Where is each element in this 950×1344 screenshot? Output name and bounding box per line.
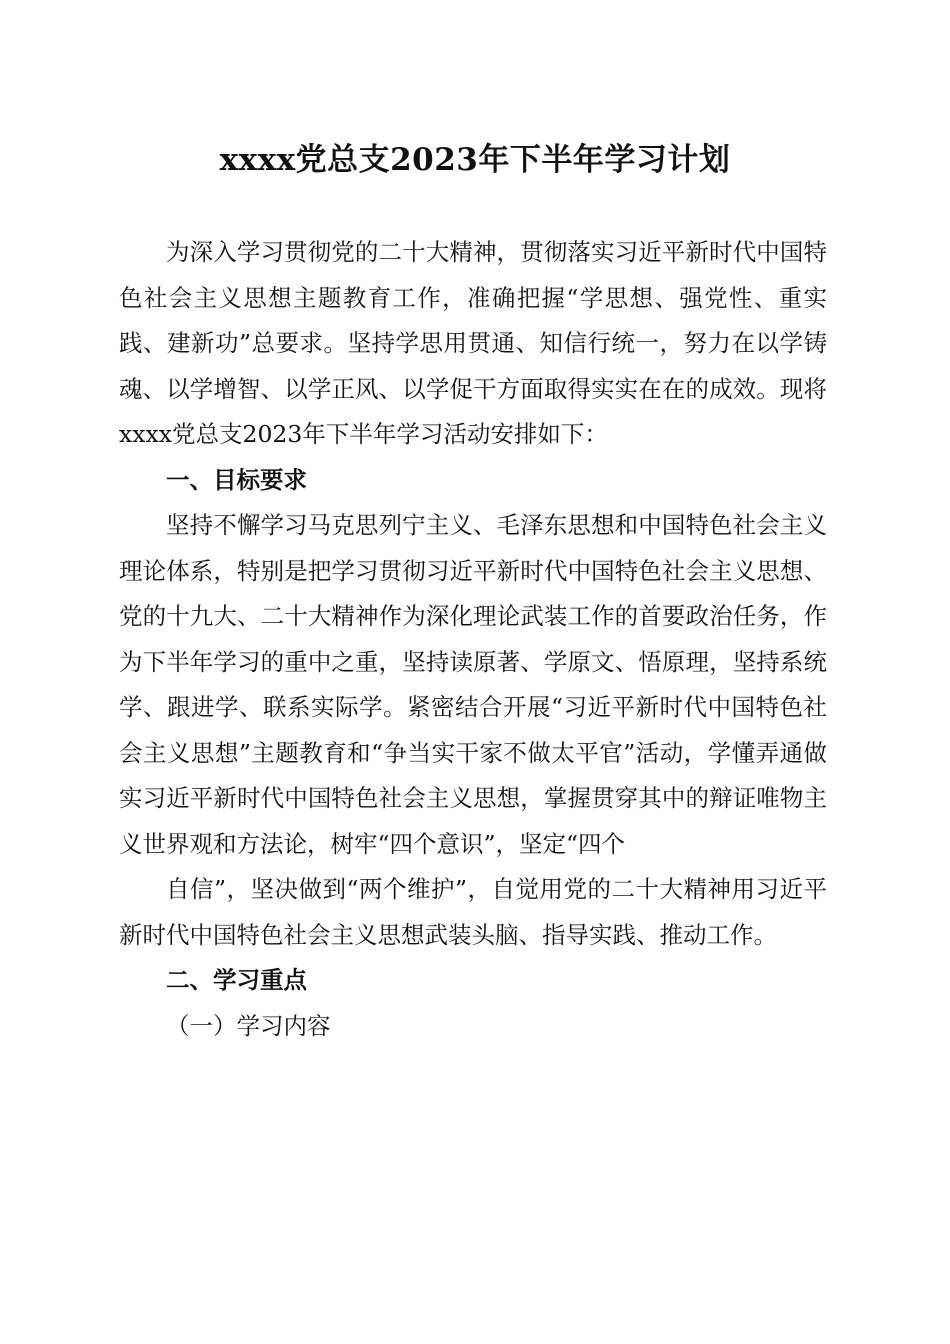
document-title: xxxx党总支2023年下半年学习计划: [219, 142, 731, 178]
section-heading-focus: 二、学习重点: [166, 966, 307, 994]
intro-paragraph: 为深入学习贯彻党的二十大精神，贯彻落实习近平新时代中国特色社会主义思想主题教育工作，准确把握“学思想、强党性、重实践、建新功”总要求。坚持学思用贯通、知信行统一，努力在以学铸魂、以学增智、以学正风、以学促干方面取得实实在在的成效。现将xxxx党总支2023年下半年学习活动安排如下：: [119, 238, 827, 448]
subsection-heading-content: （一）学习内容: [166, 1011, 331, 1040]
section-heading-goals: 一、目标要求: [166, 465, 307, 494]
goals-paragraph: 坚持不懈学习马克思列宁主义、毛泽东思想和中国特色社会主义理论体系，特别是把学习贯彻习近平新时代中国特色社会主义思想、党的十九大、二十大精神作为深化理论武装工作的首要政治任务，作为下半年学习的重中之重，坚持读原著、学原文、悟原理，坚持系统学、跟进学、联系实际学。紧密结合开展“习近平新时代中国特色社会主义思想”主题教育和“争当实干家不做太平官”活动，学懂弄通做实习近平新时代中国特色社会主义思想，掌握贯穿其中的辩证唯物主义世界观和方法论，树牢“四个意识”，坚定“四个: [119, 511, 827, 858]
goals-paragraph-continued: 自信”，坚决做到“两个维护”，自觉用党的二十大精神用习近平新时代中国特色社会主义思想武装头脑、指导实践、推动工作。: [119, 875, 827, 949]
document-body: [119, 230, 827, 1049]
